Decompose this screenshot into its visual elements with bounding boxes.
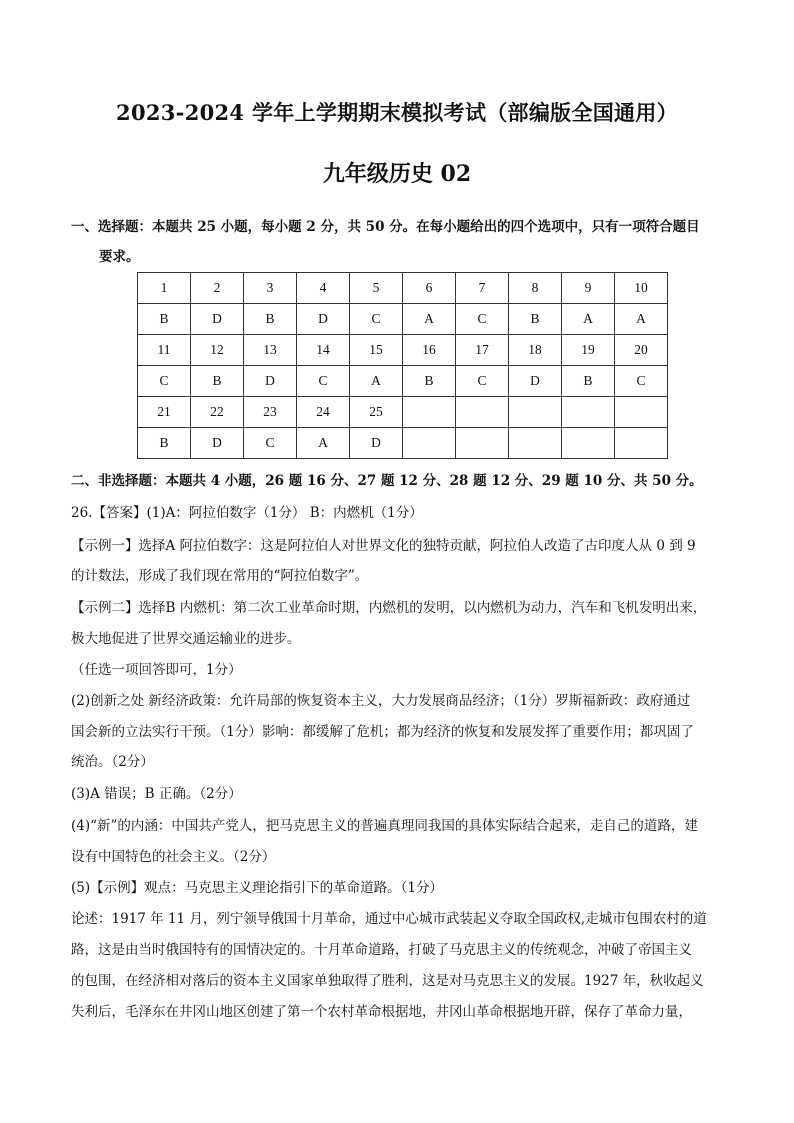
answer-table-row [138, 335, 668, 366]
answer-line: 国会新的立法实行干预。（1分）影响：都缓解了危机；都为经济的恢复和发展发挥了重要作用；都巩固了 [71, 724, 694, 740]
answer-line: （任选一项回答即可，1分） [71, 662, 242, 678]
answer-table-cell: D [350, 428, 403, 459]
answer-table-cell [562, 397, 615, 428]
answer-table-cell: 12 [191, 335, 244, 366]
answer-table-cell: D [244, 366, 297, 397]
answer-table-cell: 2 [191, 273, 244, 304]
answer-line: (5)【示例】观点：马克思主义理论指引下的革命道路。（1分） [71, 880, 443, 896]
answer-table-cell: 7 [456, 273, 509, 304]
answer-table-cell: B [562, 366, 615, 397]
answer-table-cell: D [509, 366, 562, 397]
answer-line: 失利后，毛泽东在井冈山地区创建了第一个农村革命根据地，井冈山革命根据地开辟，保存了革命力量， [71, 1004, 692, 1020]
answer-table-cell [403, 428, 456, 459]
answer-table-row [138, 304, 668, 335]
answer-table-cell: 6 [403, 273, 456, 304]
answer-table-cell: B [138, 428, 191, 459]
answer-line: 极大地促进了世界交通运输业的进步。 [71, 631, 301, 647]
answer-table-cell [509, 397, 562, 428]
answer-table-cell: 19 [562, 335, 615, 366]
answer-table-cell: B [244, 304, 297, 335]
answer-line: 论述：1917 年 11 月，列宁领导俄国十月革命，通过中心城市武装起义夺取全国政权,走城市包围农村的道 [71, 911, 707, 927]
answer-table-cell: 15 [350, 335, 403, 366]
answer-line: 的包围，在经济相对落后的资本主义国家单独取得了胜利，这是对马克思主义的发展。1927 年，秋收起义 [71, 973, 704, 989]
answer-line: (2)创新之处 新经济政策：允许局部的恢复资本主义，大力发展商品经济；（1分）罗斯福新政：政府通过 [71, 693, 691, 709]
answer-table-row [138, 428, 668, 459]
answer-table-cell: 23 [244, 397, 297, 428]
answer-line: 的计数法，形成了我们现在常用的“阿拉伯数字”。 [71, 568, 369, 584]
answer-line: 统治。（2分） [71, 754, 154, 770]
answer-table-cell: B [509, 304, 562, 335]
section1-heading: 一、选择题：本题共 25 小题，每小题 2 分，共 50 分。在每小题给出的四个选项中，只有一项符合题目 [71, 219, 700, 235]
answer-table-cell: C [244, 428, 297, 459]
answer-table-cell: 5 [350, 273, 403, 304]
answer-table-cell: 17 [456, 335, 509, 366]
answer-line: (4)“新”的内涵：中国共产党人，把马克思主义的普遍真理同我国的具体实际结合起来，走自己的道路，建 [71, 818, 698, 834]
answer-table-cell: B [191, 366, 244, 397]
answer-table-cell: 25 [350, 397, 403, 428]
answer-table-cell: C [297, 366, 350, 397]
answer-table-cell [562, 428, 615, 459]
answer-line: (3)A 错误；B 正确。（2分） [71, 786, 242, 802]
answer-table-cell [403, 397, 456, 428]
answer-table-cell: C [456, 366, 509, 397]
section1-heading-cont: 要求。 [99, 249, 140, 265]
answer-table-cell: 1 [138, 273, 191, 304]
section2-heading: 二、非选择题：本题共 4 小题，26 题 16 分、27 题 12 分、28 题 12 分、29 题 10 分、共 50 分。 [71, 473, 703, 489]
answer-table-cell: 13 [244, 335, 297, 366]
answer-line: 26.【答案】(1)A：阿拉伯数字（1分） B：内燃机（1分） [71, 505, 423, 521]
answer-table-cell: 10 [615, 273, 668, 304]
answer-table [137, 272, 668, 459]
answer-line: 【示例二】选择B 内燃机：第二次工业革命时期，内燃机的发明，以内燃机为动力，汽车和飞机发明出来， [71, 600, 707, 616]
answer-table-cell [509, 428, 562, 459]
answer-table-cell: 4 [297, 273, 350, 304]
answer-table-cell: 21 [138, 397, 191, 428]
exam-subtitle: 九年级历史 02 [322, 161, 472, 187]
answer-table-cell [615, 428, 668, 459]
answer-table-cell: 3 [244, 273, 297, 304]
answer-table-cell: B [138, 304, 191, 335]
answer-table-cell: 11 [138, 335, 191, 366]
answer-table-row [138, 273, 668, 304]
answer-table-cell: 20 [615, 335, 668, 366]
answer-table-cell: D [297, 304, 350, 335]
answer-table-cell: 14 [297, 335, 350, 366]
answer-table-cell: 18 [509, 335, 562, 366]
answer-table-cell: A [403, 304, 456, 335]
answer-table-cell: C [350, 304, 403, 335]
answer-table-cell: C [138, 366, 191, 397]
answer-line: 设有中国特色的社会主义。（2分） [71, 849, 276, 865]
answer-table-cell: D [191, 428, 244, 459]
answer-line: 路，这是由当时俄国特有的国情决定的。十月革命道路，打破了马克思主义的传统观念，冲破了帝国主义 [71, 942, 692, 958]
answer-table-cell: D [191, 304, 244, 335]
answer-table-cell: 9 [562, 273, 615, 304]
answer-table-cell: 16 [403, 335, 456, 366]
answer-table-cell: 24 [297, 397, 350, 428]
answer-table-cell [456, 397, 509, 428]
answer-table-row [138, 397, 668, 428]
answer-table-cell: 8 [509, 273, 562, 304]
answer-table-cell [615, 397, 668, 428]
answer-table-cell [456, 428, 509, 459]
answer-table-cell: C [456, 304, 509, 335]
answer-table-cell: A [615, 304, 668, 335]
answer-table-cell: C [615, 366, 668, 397]
exam-title: 2023-2024 学年上学期期末模拟考试（部编版全国通用） [116, 100, 678, 125]
answer-table-cell: A [297, 428, 350, 459]
answer-table-cell: A [350, 366, 403, 397]
answer-line: 【示例一】选择A 阿拉伯数字：这是阿拉伯人对世界文化的独特贡献，阿拉伯人改造了古印度人从 0 到 9 [71, 538, 696, 554]
answer-table-row [138, 366, 668, 397]
answer-table-cell: B [403, 366, 456, 397]
answer-table-cell: A [562, 304, 615, 335]
answer-table-cell: 22 [191, 397, 244, 428]
